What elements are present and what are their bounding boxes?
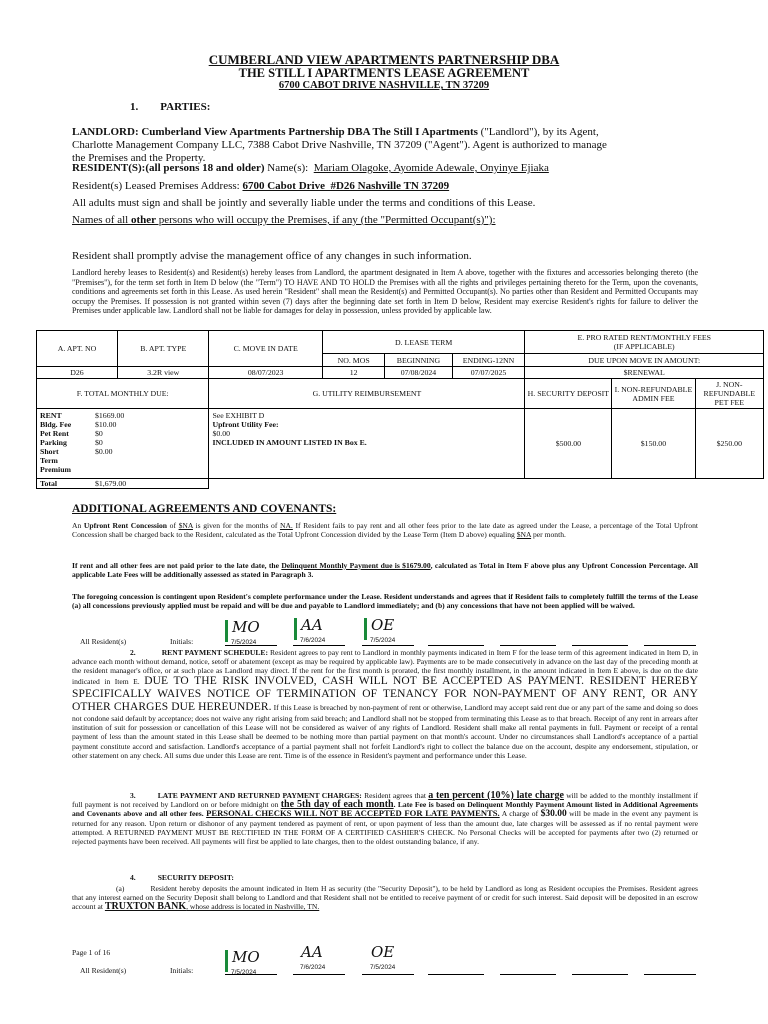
initials-line <box>428 645 484 646</box>
initials-line <box>500 645 556 646</box>
landlord-block <box>72 126 722 165</box>
value-apt-type: 3.2R view <box>118 367 209 379</box>
fee-label: Short <box>40 447 59 456</box>
landlord-label: LANDLORD: Cumberland View Apartments Partnership DBA The Still I Apartments <box>72 126 478 138</box>
col-total-monthly: F. TOTAL MONTHLY DUE: <box>37 379 209 409</box>
footer-initials-line <box>428 974 484 975</box>
address-label: Resident(s) Leased Premises Address: <box>72 180 243 192</box>
initials-line <box>293 645 345 646</box>
value-pet-fee: $250.00 <box>695 409 763 479</box>
footer-initials-line <box>225 974 277 975</box>
late-t5: . Late Fee is based on Delinquent Monthly Payment Amount listed in Additional Agreements and Covenants above and all other fees. <box>72 800 699 819</box>
deposit-t2: , whose address is located in Nashville, TN. <box>186 902 320 912</box>
signature-initials: OE <box>371 943 395 961</box>
value-ending: 07/07/2025 <box>452 367 525 379</box>
table-blank <box>209 479 764 489</box>
p1-f: NA. <box>279 521 293 530</box>
utility-upfront-value: $0.00 <box>212 429 230 438</box>
p2-c: , calculated as Total in Item F above plus any Upfront Concession Percentage. All applicable Late Fees will be additionally assessed as stated in Paragraph 3. <box>72 561 699 580</box>
page-number: Page 1 of 16 <box>72 948 111 957</box>
rent-payment-section <box>72 648 698 760</box>
signature-date: 7/5/2024 <box>370 964 396 971</box>
fee-value: $0 <box>95 429 103 438</box>
late-personal-checks: PERSONAL CHECKS WILL NOT BE ACCEPTED FOR LATE PAYMENTS. <box>206 808 500 819</box>
premises-address: 6700 Cabot Drive #D26 Nashville TN 37209 <box>242 180 450 192</box>
fee-row <box>40 420 205 429</box>
delinquent-paragraph <box>72 561 698 579</box>
initials-line <box>362 645 414 646</box>
col-ending: ENDING-12NN <box>452 354 525 367</box>
deposit-heading: SECURITY DEPOSIT: <box>157 873 234 882</box>
fees-total-value: $1,679.00 <box>95 479 127 488</box>
concession-paragraph <box>72 521 698 539</box>
p1-h: $NA <box>516 530 532 540</box>
late-charge-rate: a ten percent (10%) late charge <box>428 790 564 801</box>
fee-label: RENT <box>40 411 62 420</box>
col-lease-term: D. LEASE TERM <box>322 331 525 354</box>
residents-line <box>72 162 549 175</box>
col-pro-rated <box>525 331 764 354</box>
signature-date: 7/6/2024 <box>300 637 326 644</box>
p2-a: If rent and all other fees are not paid prior to the late date, the <box>72 561 282 570</box>
header-address: 6700 CABOT DRIVE NASHVILLE, TN 37209 <box>278 80 490 91</box>
lease-terms-table <box>36 330 764 489</box>
fees-breakdown <box>37 409 209 479</box>
fee-row <box>40 411 205 420</box>
lease-grant-clause: Landlord hereby leases to Resident(s) and Resident(s) hereby leases from Landlord, the apartment designated in Item A above, together with the fixtures and accessories belonging thereto (the "Premises"), for the term set forth in Item D below (the "Term") TO HAVE AND TO HOLD the Premises with all the rights and privileges pertaining thereto for the Term, upon the covenants, conditions and agreements set forth in this Lease. As used herein "Resident" shall mean the Resident(s) and Permitted Occupant(s). No parties other than Resident and Permitted Occupants may occupy the Premises. If possession is not granted within seven (7) days after the beginning date set forth in Item D below, Resident may exercise Resident's rights for failure to deliver the Premises under applicable law. Landlord shall not be liable for damages for delay in possession, unless provided by applicable law. <box>72 268 698 316</box>
footer-initials-label: Initials: <box>170 966 194 975</box>
late-t7: A charge of <box>499 809 541 819</box>
p1-i: per month. <box>531 530 566 540</box>
p1-c: of <box>167 521 179 530</box>
fee-value: $10.00 <box>95 420 117 429</box>
advise-text: Resident shall promptly advise the management office of any changes in such information. <box>72 250 472 262</box>
address-line <box>72 180 449 193</box>
signature-date: 7/5/2024 <box>370 637 396 644</box>
fee-row <box>40 447 205 456</box>
rent-cash-notice: DUE TO THE RISK INVOLVED, CASH WILL NOT BE ACCEPTED AS PAYMENT. RESIDENT HEREBY SPECIFICALLY WAIVES NOTICE OF TERMINATION OF TENANCY FOR NON-PAYMENT OF ANY RENT, OR ANY OTHER CHARGES DUE HEREUNDER. <box>72 675 698 714</box>
deposit-bank: TRUXTON BANK <box>104 901 187 913</box>
signature-initials: AA <box>301 943 323 961</box>
col-apt-type: B. APT. TYPE <box>118 331 209 367</box>
signature-marker <box>225 950 228 972</box>
landlord-text-2: Charlotte Management Company LLC, 7388 Cabot Drive Nashville, TN 37209 ("Agent"). Agent is authorized to manage <box>72 139 607 151</box>
fee-label: Pet Rent <box>40 429 69 438</box>
initials-all-residents-label: All Resident(s) <box>80 637 127 646</box>
footer-initials-line <box>500 974 556 975</box>
permitted-occupants-label <box>72 214 496 227</box>
deposit-paragraph <box>72 884 698 911</box>
fees-total-row <box>37 479 209 489</box>
concession-contingent-paragraph: The foregoing concession is contingent upon Resident's complete performance under the Lease. Resident understands and agrees that if Resident fails to completely fulfill the terms of the Lease (a) all concessions previously applied must be repaid and will be due and payable to Landlord immediately; and (b) any concessions that have not been applied will be waived. <box>72 592 698 611</box>
fee-row <box>40 456 205 465</box>
signature-marker <box>364 618 367 640</box>
footer-all-residents-label: All Resident(s) <box>80 966 127 975</box>
signature-marker <box>294 618 297 640</box>
signature-date: 7/5/2024 <box>231 969 257 976</box>
occupants-text-c: persons who will occupy the Premises, if any (the "Permitted Occupant(s)"): <box>156 214 496 226</box>
late-due-day: the 5th day of each month <box>280 799 394 811</box>
value-security-deposit: $500.00 <box>525 409 612 479</box>
fees-list <box>40 411 205 474</box>
value-move-in: 08/07/2023 <box>209 367 322 379</box>
fee-label: Bldg. Fee <box>40 420 72 429</box>
value-apt-no: D26 <box>37 367 118 379</box>
returned-charge: $30.00 <box>540 809 567 820</box>
rent-heading: RENT PAYMENT SCHEDULE: <box>161 648 268 657</box>
header-company: CUMBERLAND VIEW APARTMENTS PARTNERSHIP DBA <box>208 52 560 67</box>
late-heading: LATE PAYMENT AND RETURNED PAYMENT CHARGES: <box>157 791 362 800</box>
p1-g: If Resident fails to pay rent and all other fees prior to the late date as agreed under the Lease, a percentage of the Total Upfront Concession shall be charged back to the Resident, calculated as the Total Upfront Concession divided by the Lease Term (Item D above) equaling <box>72 521 698 540</box>
col-due-upon-move-in: DUE UPON MOVE IN AMOUNT: <box>525 354 764 367</box>
occupants-text-b: other <box>130 214 156 226</box>
p1-e: is given for the months of <box>192 521 280 530</box>
residents-label: RESIDENT(S):(all persons 18 and older) <box>72 162 265 174</box>
col-utility: G. UTILITY REIMBURSEMENT <box>209 379 525 409</box>
adults-liability-text: All adults must sign and shall be jointly and severally liable under the terms and conditions of this Lease. <box>72 197 536 209</box>
p1-a: An <box>72 521 84 530</box>
footer-initials-line <box>293 974 345 975</box>
initials-line <box>225 645 277 646</box>
landlord-text-1: ("Landlord"), by its Agent, <box>477 126 599 138</box>
value-beginning: 07/08/2024 <box>385 367 452 379</box>
signature-marker <box>364 945 367 967</box>
late-t9: will be made in the event any payment is returned for any reason. Upon return or dishonor of any payment tendered as payment of rent, or upon payment of less than the amount due, late charges will be assessed as if no rental payment were attempted. A RETURNED PAYMENT MUST BE RECTIFIED IN THE FORM OF A CERTIFIED CASHIER'S CHECK. No Personal Checks will be accepted for payments after two (2) returned or rejected payments have been received. All payments will first be applied to late charges, then to the oldest outstanding balance, if any. <box>72 809 698 847</box>
signature-initials: OE <box>371 616 395 634</box>
fee-row <box>40 429 205 438</box>
signature-initials: MO <box>232 618 260 636</box>
fee-label: Parking <box>40 438 67 447</box>
late-t3: will be added to the monthly installment if full payment is not received by Landlord on or before midnight on <box>72 791 698 810</box>
p2-b: Delinquent Monthly Payment due is $1679.00 <box>281 561 431 570</box>
initials-label: Initials: <box>170 637 194 646</box>
fee-label: Premium <box>40 465 72 474</box>
col-apt-no: A. APT. NO <box>37 331 118 367</box>
signature-initials: MO <box>232 948 260 966</box>
fee-value: $0.00 <box>95 447 113 456</box>
late-num: 3. <box>130 791 136 800</box>
initials-line <box>572 645 628 646</box>
value-pro-rated: $RENEWAL <box>525 367 764 379</box>
utility-details <box>209 409 525 479</box>
pro-rated-title: E. PRO RATED RENT/MONTHLY FEES <box>577 333 711 342</box>
additional-heading: ADDITIONAL AGREEMENTS AND COVENANTS: <box>72 503 337 515</box>
deposit-sub: (a) <box>116 884 125 893</box>
col-pet-fee: J. NON- REFUNDABLE PET FEE <box>695 379 763 409</box>
fee-row <box>40 465 205 474</box>
rent-text-1: Resident agrees to pay rent to Landlord in monthly payments indicated in Item F for the lease term of this agreement indicated in Item D, in advance each month without demand, notice, setoff or abatement (except as may be required by applicable law). Payments are to be made consecutively in advance on the last day of the preceding month at the resident manager's office, or at such place as Landlord may direct. If the rent for the first month is prorated, the first monthly installment, in the amount indicated in Item E above, is due on the date indicated in Item E. <box>72 648 698 687</box>
section-parties-heading: 1. PARTIES: <box>130 101 211 113</box>
col-security-deposit: H. SECURITY DEPOSIT <box>525 379 612 409</box>
rent-text-2: If this Lease is breached by non-payment of rent or otherwise, Landlord may accept said rent due or any part of the same and doing so does not condone said default by acceptance; does not waive any right arising from said breach; and Landlord shall not be stopped from terminating this Lease as to that breach. Receipt of any rent in arrears after institution of suit for possession or cancellation of this Lease will not be considered as waiver of any rights of Landlord. Resident shall make all rental payments in full. Payment or receipt of a rental payment of less than the amount stated in this Lease shall be deemed to be nothing more than partial payment on that month's account. Under no circumstances shall Landlord's acceptance of a partial payment constitute accord and satisfaction. Landlord's acceptance of a partial payment shall not forfeit Landlord's right to collect the balance due on the account, despite any endorsement, stipulation, or other statement on any check. All sums due under this Lease are rent. Time is of the essence in Resident's payment and performance under this Lease. <box>72 703 698 760</box>
deposit-heading-line <box>130 873 234 882</box>
residents-names: Mariam Olagoke, Ayomide Adewale, Onyinye Ejiaka <box>313 162 549 174</box>
late-payment-section <box>72 791 698 847</box>
footer-initials-line <box>362 974 414 975</box>
col-beginning: BEGINNING <box>385 354 452 367</box>
fee-row <box>40 438 205 447</box>
utility-upfront-label: Upfront Utility Fee: <box>212 420 279 429</box>
footer-initials-line <box>644 974 696 975</box>
fees-total-label: Total <box>40 479 58 488</box>
initials-line <box>644 645 696 646</box>
signature-initials: AA <box>301 616 323 634</box>
value-admin-fee: $150.00 <box>612 409 695 479</box>
landlord-text-3: the Premises and the Property. <box>72 152 206 164</box>
utility-included-note: INCLUDED IN AMOUNT LISTED IN Box E. <box>212 438 367 447</box>
fee-value: $0 <box>95 438 103 447</box>
residents-names-prefix: Name(s): <box>264 162 314 174</box>
p1-d: $NA <box>178 521 193 530</box>
deposit-t1: Resident hereby deposits the amount indicated in Item H as security (the "Security Deposit"), to be held by Landlord as long as Resident occupies the Premises. Resident agrees that any interest earned on the Security Deposit shall belong to Landlord and that Resident shall not be entitled to receive payment of or credit for such interest. Said deposit will be deposited in an escrow account at <box>72 884 698 912</box>
footer-initials-line <box>572 974 628 975</box>
col-no-mos: NO. MOS <box>322 354 385 367</box>
signature-marker <box>225 620 228 642</box>
occupants-text-a: Names of all <box>72 214 131 226</box>
pro-rated-note: (IF APPLICABLE) <box>613 342 675 351</box>
fee-value: $1669.00 <box>95 411 125 420</box>
value-no-mos: 12 <box>322 367 385 379</box>
signature-date: 7/6/2024 <box>300 964 326 971</box>
fee-label: Term <box>40 456 58 465</box>
late-t1: Resident agrees that <box>361 791 429 800</box>
utility-exhibit: See EXHIBIT D <box>212 411 265 420</box>
p1-b: Upfront Rent Concession <box>83 521 168 530</box>
rent-num: 2. <box>130 648 136 657</box>
signature-date: 7/5/2024 <box>231 639 257 646</box>
deposit-num: 4. <box>130 873 136 882</box>
col-move-in: C. MOVE IN DATE <box>209 331 322 367</box>
header-title: THE STILL I APARTMENTS LEASE AGREEMENT <box>238 66 530 80</box>
signature-marker <box>294 945 297 967</box>
col-admin-fee: I. NON-REFUNDABLE ADMIN FEE <box>612 379 695 409</box>
